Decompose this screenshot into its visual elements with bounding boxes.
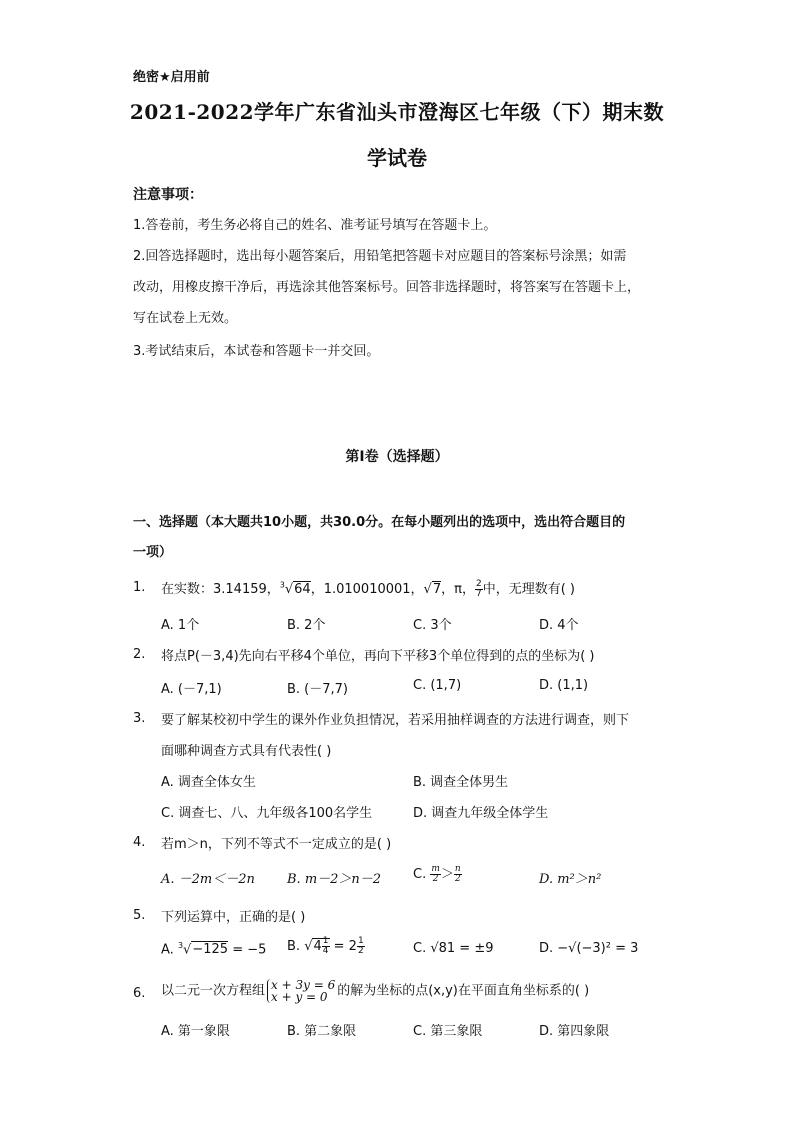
question-text-cont: 面哪种调查方式具有代表性( ) [161,744,332,759]
option-a: A. $^3$√−125 = −5 [161,941,267,958]
section-heading: 一、选择题（本大题共10小题，共30.0分。在每小题列出的选项中，选出符合题目的 [133,515,626,530]
option-d: D. (1,1) [539,678,589,693]
question-text: 将点P(－3,4)先向右平移4个单位，再向下平移3个单位得到的点的坐标为( ) [161,649,595,664]
option-a: A. 调查全体女生 [161,775,256,790]
option-d: D. 调查九年级全体学生 [413,806,549,821]
question-number: 1. [133,580,146,595]
option-c: C. √81 = ±9 [413,941,494,956]
option-d: D. 第四象限 [539,1024,610,1039]
option-b: B. 第二象限 [287,1024,357,1039]
option-b: B. √4 $\frac{1}{4}$ = 2 $\frac{1}{2}$ [287,936,364,956]
option-d: D. −√(−3)² = 3 [539,941,639,956]
section-heading-cont: 一项） [133,545,173,560]
question-text: 以二元一次方程组 x + 3y = 6 x + y = 0 的解为坐标的点(x,y)在平面直角坐标系的( ) [161,978,590,1004]
notice-heading: 注意事项： [133,187,203,203]
option-b: B. (－7,7) [287,682,349,697]
option-a: A. 第一象限 [161,1024,230,1039]
question-text: 下列运算中，正确的是( ) [161,910,306,925]
question-number: 2. [133,647,146,662]
question-text: 要了解某校初中学生的课外作业负担情况，若采用抽样调查的方法进行调查，则下 [161,713,630,728]
notice-item: 3.考试结束后，本试卷和答题卡一并交回。 [133,344,380,359]
option-d: D. 4个 [539,618,579,633]
option-d: D. m²＞n² [539,872,602,887]
option-b: B. 2个 [287,618,326,633]
option-a: A. －2m＜－2n [161,872,255,887]
option-c: C. (1,7) [413,678,462,693]
part-title: 第I卷（选择题） [345,449,449,465]
notice-item: 写在试卷上无效。 [133,311,238,326]
exam-title-line1: 2021-2022学年广东省汕头市澄海区七年级（下）期末数 [129,100,665,124]
option-b: B. 调查全体男生 [413,775,509,790]
question-number: 6. [133,986,146,1001]
option-c: C. 3个 [413,618,452,633]
question-number: 5. [133,908,146,923]
question-number: 4. [133,835,146,850]
question-text: 若m＞n，下列不等式不一定成立的是( ) [161,837,392,852]
option-b: B. m－2＞n－2 [287,872,382,887]
notice-item: 2.回答选择题时，选出每小题答案后，用铅笔把答题卡对应题目的答案标号涂黑；如需 [133,249,627,264]
notice-item: 改动，用橡皮擦干净后，再选涂其他答案标号。回答非选择题时，将答案写在答题卡上， [133,280,641,295]
option-c: C. $\frac{m}{2}$ ＞ $\frac{n}{2}$ [413,864,461,884]
equation-system: x + 3y = 6 x + y = 0 [267,979,335,1003]
exam-title-line2: 学试卷 [367,146,427,170]
option-c: C. 第三象限 [413,1024,483,1039]
notice-item: 1.答卷前，考生务必将自己的姓名、准考证号填写在答题卡上。 [133,218,497,233]
option-c: C. 调查七、八、九年级各100名学生 [161,806,373,821]
question-text: 在实数：3.14159，$^3$√64，1.010010001，√7，π， $\frac{2}{7}$ 中，无理数有( ) [161,579,575,599]
confidential-label: 绝密★启用前 [133,70,210,85]
question-number: 3. [133,711,146,726]
option-a: A. (－7,1) [161,682,222,697]
option-a: A. 1个 [161,618,200,633]
